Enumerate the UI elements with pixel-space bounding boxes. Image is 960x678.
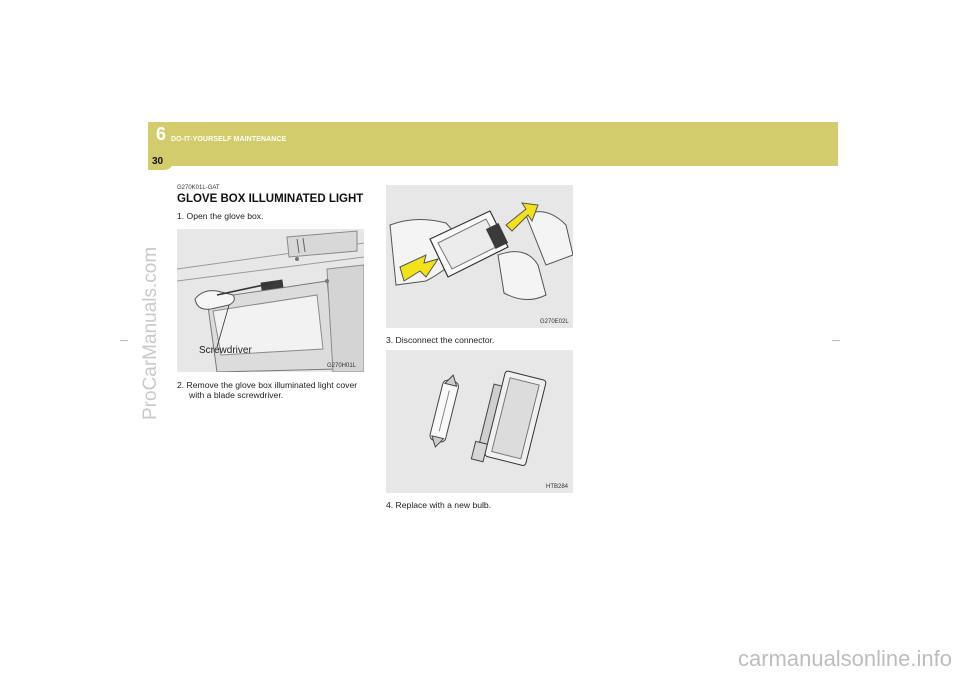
figure-glove-box	[177, 229, 364, 372]
bottom-watermark: carmanualsonline.info	[737, 646, 952, 671]
screwdriver-label: Screwdriver	[199, 345, 252, 356]
step-2: 2. Remove the glove box illuminated light cover	[177, 380, 358, 390]
figure-code-2: G270E02L	[540, 319, 569, 325]
crop-mark-right	[832, 340, 840, 341]
figure-code-1: G270H01L	[327, 363, 357, 369]
header-band	[148, 122, 838, 166]
chapter-number: 6	[156, 124, 167, 144]
connector-illustration	[386, 185, 573, 328]
page-number: 30	[152, 156, 164, 167]
step-1: 1. Open the glove box.	[177, 211, 264, 221]
crop-mark-left	[120, 340, 128, 341]
bulb-illustration	[386, 350, 573, 493]
step-3: 3. Disconnect the connector.	[386, 335, 495, 345]
figure-code-3: HTB284	[546, 484, 569, 490]
section-code: G270K01L-GAT	[177, 185, 220, 191]
chapter-title: DO-IT-YOURSELF MAINTENANCE	[171, 136, 287, 143]
step-2-continued: with a blade screwdriver.	[189, 390, 284, 400]
section-title: GLOVE BOX ILLUMINATED LIGHT	[177, 193, 364, 205]
step-4: 4. Replace with a new bulb.	[386, 500, 492, 510]
figure-connector	[386, 185, 573, 328]
side-watermark: ProCarManuals.com	[140, 246, 161, 420]
figure-bulb	[386, 350, 573, 493]
